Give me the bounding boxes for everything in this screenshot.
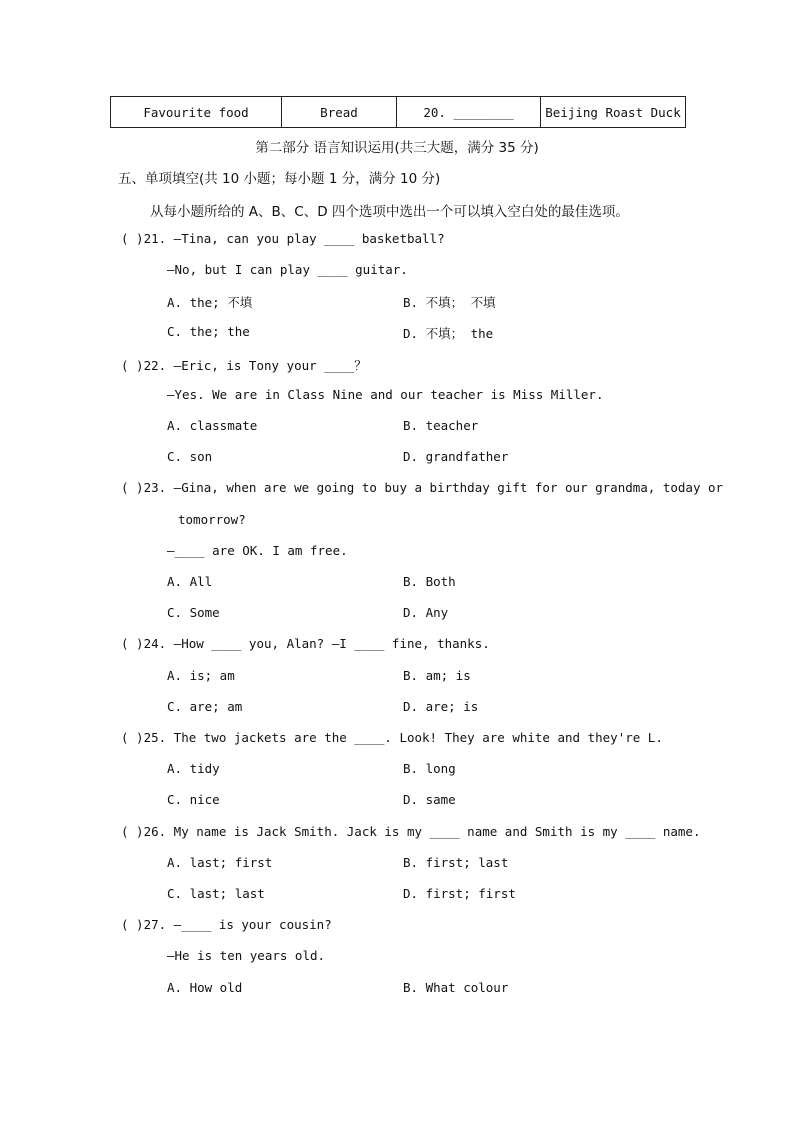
section-heading: 五、单项填空(共 10 小题；每小题 1 分，满分 10 分) [118,171,441,187]
question-stem: ( )27. —____ is your cousin? [121,917,332,932]
question-stem: ( )23. —Gina, when are we going to buy a birthday gift for our grandma, today or [121,480,724,495]
question-stem: ( )21. —Tina, can you play ____ basketball? [121,231,445,246]
option-c: C. the; the [167,324,250,339]
option-b: B. What colour [403,980,509,995]
option-a: A. last; first [167,855,273,870]
option-b: B. long [403,761,456,776]
option-d: D. 不填； the [403,326,494,341]
favourite-food-table [110,96,686,128]
option-b: B. Both [403,574,456,589]
question-stem-wrap: tomorrow? [178,512,246,527]
option-d: D. first; first [403,886,516,901]
table-row [111,97,686,128]
option-a: A. is; am [167,668,235,683]
option-c: C. nice [167,792,220,807]
option-a: A. How old [167,980,243,995]
option-a: A. classmate [167,418,258,433]
option-a: A. the; 不填 [167,295,253,310]
option-c: C. last; last [167,886,265,901]
table-cell: Bread [282,97,397,128]
question-response: —Yes. We are in Class Nine and our teacher is Miss Miller. [167,387,604,402]
question-stem: ( )22. —Eric, is Tony your ____？ [121,358,367,373]
option-d: D. Any [403,605,449,620]
option-b: B. 不填； 不填 [403,295,496,310]
option-c: C. son [167,449,213,464]
question-stem: ( )25. The two jackets are the ____. Look! They are white and they're L. [121,730,663,745]
option-b: B. first; last [403,855,509,870]
option-b: B. teacher [403,418,479,433]
option-d: D. grandfather [403,449,509,464]
question-stem: ( )26. My name is Jack Smith. Jack is my ____ name and Smith is my ____ name. [121,824,701,839]
question-stem: ( )24. —How ____ you, Alan? —I ____ fine, thanks. [121,636,490,651]
option-b: B. am; is [403,668,471,683]
table-cell-blank-20: 20. ________ [397,97,541,128]
option-d: D. are; is [403,699,479,714]
option-c: C. are; am [167,699,243,714]
instruction: 从每小题所给的 A、B、C、D 四个选项中选出一个可以填入空白处的最佳选项。 [150,204,629,220]
table-cell: Beijing Roast Duck [541,97,686,128]
option-a: A. tidy [167,761,220,776]
table-cell-label: Favourite food [111,97,282,128]
part-title: 第二部分 语言知识运用(共三大题，满分 35 分) [255,140,539,156]
option-a: A. All [167,574,213,589]
question-response: —He is ten years old. [167,948,326,963]
option-c: C. Some [167,605,220,620]
question-response: —No, but I can play ____ guitar. [167,262,408,277]
question-response: —____ are OK. I am free. [167,543,348,558]
option-d: D. same [403,792,456,807]
